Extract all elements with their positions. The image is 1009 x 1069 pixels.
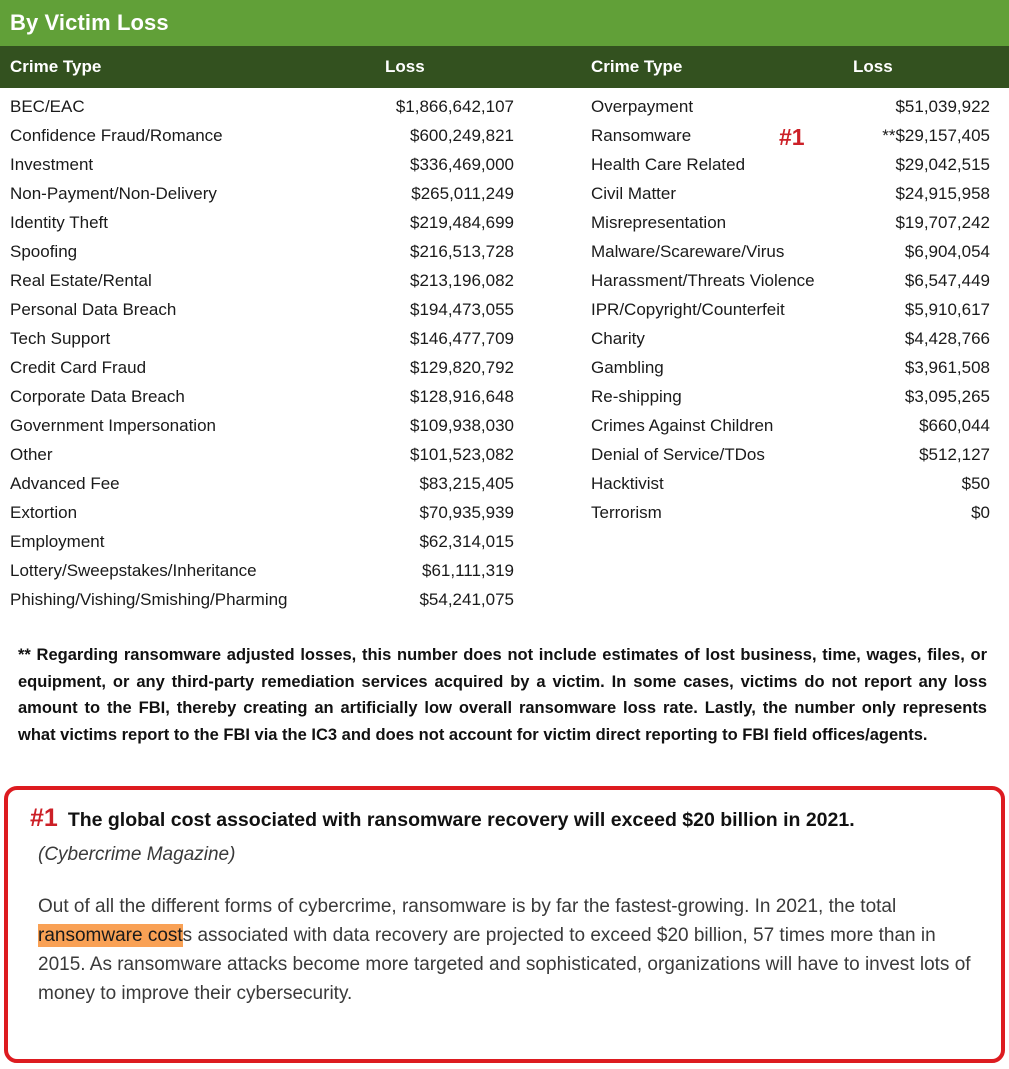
loss-value-cell [839,358,1009,378]
page-title: By Victim Loss [10,10,169,35]
table-row [0,150,568,179]
loss-value-cell [839,184,1009,204]
table-column-right [568,92,1009,614]
loss-amount: $128,916,648 [410,386,514,406]
callout-body-text-2: s associated with data recovery are projected to exceed $20 billion, 57 times more than in 2015. As ransomware attacks become more targeted and sophisticated, organizations will have to invest lots of money to improve their cybersecurity. [38,925,971,1005]
loss-amount: $1,866,642,107 [395,96,514,116]
loss-amount: $24,915,958 [895,183,990,203]
crime-type-cell: Charity [591,328,645,348]
loss-amount: $70,935,939 [419,502,514,522]
loss-amount: $6,904,054 [904,241,990,261]
callout-headline-row [8,790,1001,832]
loss-amount: $336,469,000 [410,154,514,174]
table-row [568,498,1009,527]
crime-type-cell: Hacktivist [591,473,664,493]
crime-type-cell: Other [10,444,53,464]
loss-value-cell [839,271,1009,291]
loss-amount: $29,042,515 [895,154,990,174]
loss-value-cell [370,242,558,262]
loss-value-cell [370,184,558,204]
crime-type-cell: Civil Matter [591,183,677,203]
loss-amount: $51,039,922 [895,96,990,116]
table-row [0,440,568,469]
loss-value-cell [839,242,1009,262]
table-row [0,527,568,556]
crime-type-cell: Re-shipping [591,386,682,406]
table-row [568,208,1009,237]
table-row [0,382,568,411]
loss-amount: $54,241,075 [419,589,514,609]
table-header-row [0,46,1009,88]
table-row [0,179,568,208]
crime-type-cell: Phishing/Vishing/Smishing/Pharming [10,589,288,609]
loss-amount: $3,095,265 [904,386,990,406]
loss-value-cell [839,445,1009,465]
loss-amount: $6,547,449 [904,270,990,290]
table-row [568,179,1009,208]
loss-amount: $101,523,082 [410,444,514,464]
table-row [0,208,568,237]
crime-type-cell: Overpayment [591,96,694,116]
table-row [0,498,568,527]
loss-amount: $213,196,082 [410,270,514,290]
loss-amount: $62,314,015 [419,531,514,551]
loss-amount: $4,428,766 [904,328,990,348]
crime-type-cell: Confidence Fraud/Romance [10,125,223,145]
loss-value-cell [839,387,1009,407]
loss-amount: $109,938,030 [410,415,514,435]
table-row [568,121,1009,150]
table-row [0,324,568,353]
loss-value-cell [839,329,1009,349]
callout-rank-marker: #1 [30,804,58,832]
loss-value-cell [839,213,1009,233]
crime-type-cell: Investment [10,154,94,174]
loss-value-cell [370,474,558,494]
loss-value-cell [370,590,558,610]
callout-source: (Cybercrime Magazine) [38,844,236,866]
loss-value-cell [839,503,1009,523]
loss-amount: $146,477,709 [410,328,514,348]
crime-type-cell: Crimes Against Children [591,415,774,435]
crime-type-cell: Credit Card Fraud [10,357,147,377]
crime-type-cell: Advanced Fee [10,473,120,493]
loss-value-cell [370,300,558,320]
column-header-crime-type-right: Crime Type [591,57,683,76]
loss-amount: $61,111,319 [421,560,514,580]
crime-type-cell: Denial of Service/TDos [591,444,765,464]
loss-value-cell [370,416,558,436]
loss-amount: $129,820,792 [410,357,514,377]
loss-value-cell [370,97,558,117]
column-header-crime-type-left: Crime Type [10,57,102,76]
callout-body [8,866,1001,1008]
loss-value-cell [370,126,558,146]
crime-type-cell: BEC/EAC [10,96,85,116]
table-row [568,266,1009,295]
loss-value-cell [370,503,558,523]
loss-value-cell [839,155,1009,175]
table-row [0,121,568,150]
crime-type-cell: Harassment/Threats Violence [591,270,815,290]
table-row [568,382,1009,411]
table-row [0,295,568,324]
loss-value-cell [370,445,558,465]
crime-type-cell: Ransomware [591,125,692,145]
crime-type-cell: Extortion [10,502,78,522]
loss-value-cell [839,474,1009,494]
loss-amount: $194,473,055 [410,299,514,319]
crime-type-cell: Misrepresentation [591,212,727,232]
loss-value-cell [370,561,558,581]
crime-type-cell: Health Care Related [591,154,746,174]
callout-body-text-1: Out of all the different forms of cybercrime, ransomware is by far the fastest-growing. In 2021, the total [38,896,897,918]
table-row [568,353,1009,382]
loss-amount: $216,513,728 [410,241,514,261]
table-row [0,556,568,585]
crime-type-cell: Terrorism [591,502,662,522]
crime-type-cell: Gambling [591,357,664,377]
callout-headline: The global cost associated with ransomware recovery will exceed $20 billion in 2021. [67,809,855,831]
crime-type-cell: Employment [10,531,105,551]
crime-type-cell: Malware/Scareware/Virus [591,241,785,261]
loss-value-cell [370,532,558,552]
crime-type-cell: Identity Theft [10,212,108,232]
crime-type-cell: Spoofing [10,241,78,261]
table-row [0,237,568,266]
crime-type-cell: Tech Support [10,328,111,348]
loss-value-cell [370,329,558,349]
crime-type-cell: Lottery/Sweepstakes/Inheritance [10,560,257,580]
table-row [568,150,1009,179]
column-header-loss-left: Loss [385,57,425,76]
loss-value-cell [839,416,1009,436]
loss-value-cell [839,300,1009,320]
loss-amount: $83,215,405 [419,473,514,493]
table-row [568,295,1009,324]
loss-amount: $219,484,699 [410,212,514,232]
loss-value-cell [370,358,558,378]
loss-value-cell [370,271,558,291]
table-column-left [0,92,568,614]
table-row [0,266,568,295]
table-row [0,411,568,440]
crime-type-cell: Non-Payment/Non-Delivery [10,183,217,203]
loss-amount: $660,044 [919,415,990,435]
rank-marker: #1 [779,123,805,150]
table-row [568,411,1009,440]
ransomware-callout-box [4,786,1005,1063]
loss-value-cell [370,387,558,407]
loss-amount: $265,011,249 [411,183,514,203]
loss-value-cell [779,123,1009,150]
loss-value-cell [839,97,1009,117]
table-row [0,585,568,614]
loss-amount: $3,961,508 [904,357,990,377]
section-title-bar [0,0,1009,46]
loss-amount: $600,249,821 [410,125,514,145]
loss-amount: $19,707,242 [895,212,990,232]
callout-highlighted-term: ransomware cost [38,925,183,947]
crime-type-cell: Corporate Data Breach [10,386,185,406]
table-row [0,92,568,121]
crime-type-cell: IPR/Copyright/Counterfeit [591,299,785,319]
table-row [568,469,1009,498]
column-header-loss-right: Loss [853,57,893,76]
table-row [568,92,1009,121]
loss-value-cell [370,155,558,175]
loss-amount: $512,127 [919,444,990,464]
table-row [568,324,1009,353]
loss-amount: **$29,157,405 [882,125,990,145]
loss-amount: $5,910,617 [904,299,990,319]
loss-amount: $50 [961,473,990,493]
crime-type-cell: Government Impersonation [10,415,216,435]
crime-type-cell: Real Estate/Rental [10,270,152,290]
table-row [0,353,568,382]
ransomware-footnote: ** Regarding ransomware adjusted losses, this number does not include estimates of lost business, time, wages, files, or equipment, or any third-party remediation services acquired by a victim. In some cases, victims do not report any loss amount to the FBI, thereby creating an artificially low overall ransomware loss rate. Lastly, the number only represents what victims report to the FBI via the IC3 and does not account for victim direct reporting to FBI field offices/agents. [18,646,987,744]
loss-amount: $0 [971,502,990,522]
table-row [0,469,568,498]
crime-type-cell: Personal Data Breach [10,299,177,319]
table-row [568,237,1009,266]
table-row [568,440,1009,469]
victim-loss-table [0,88,1009,614]
loss-value-cell [370,213,558,233]
